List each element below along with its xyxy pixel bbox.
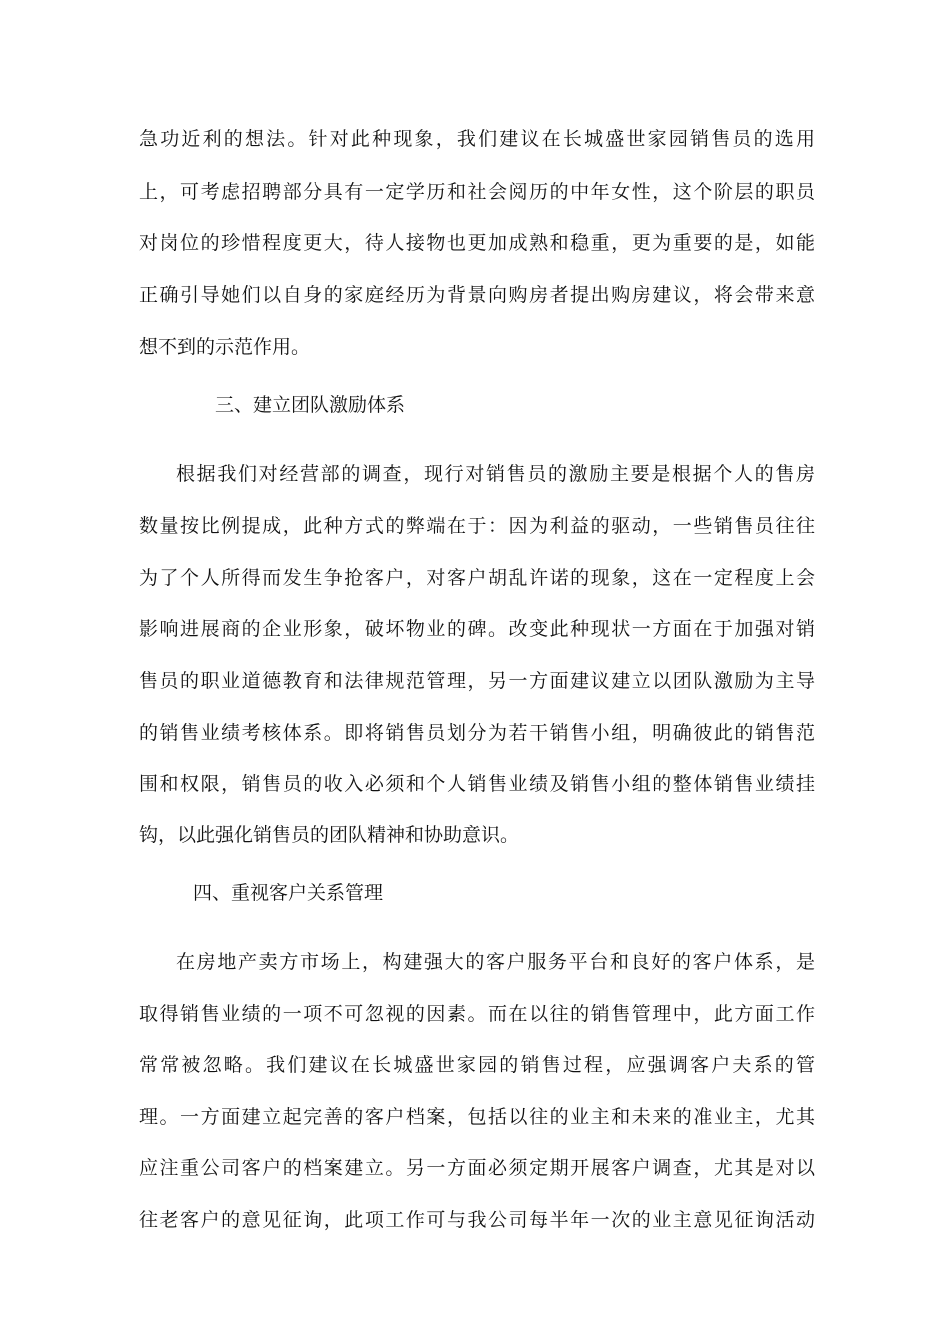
paragraph-1-line-3: 对岗位的珍惜程度更大，待人接物也更加成熟和稳重，更为重要的是，如能	[139, 232, 815, 254]
section-3-line-6: 的销售业绩考核体系。即将销售员划分为若干销售小组，明确彼此的销售范	[139, 722, 815, 744]
section-3-line-8: 钩，以此强化销售员的团队精神和协助意识。	[139, 824, 520, 846]
section-3-line-2: 数量按比例提成，此种方式的弊端在于：因为利益的驱动，一些销售员往往	[139, 515, 815, 537]
section-4-line-5: 应注重公司客户的档案建立。另一方面必须定期开展客户调查，尤其是对以	[139, 1157, 815, 1179]
section-4-line-3: 常常被忽略。我们建议在长城盛世家园的销售过程，应强调客户夫系的管	[139, 1054, 815, 1076]
paragraph-1-line-5: 想不到的示范作用。	[139, 336, 311, 358]
section-3-line-4: 影响进展商的企业形象，破坏物业的碑。改变此种现状一方面在于加强对销	[139, 618, 815, 640]
section-4-line-2: 取得销售业绩的一项不可忽视的因素。而在以往的销售管理中，此方面工作	[139, 1003, 815, 1025]
paragraph-1-line-1: 急功近利的想法。针对此种现象，我们建议在长城盛世家园销售员的选用	[139, 128, 815, 150]
section-3-line-5: 售员的职业道德教育和法律规范管理，另一方面建议建立以团队激励为主导	[139, 670, 815, 692]
section-4-line-1: 在房地产卖方市场上，构建强大的客户服务平台和良好的客户体系，是	[176, 951, 815, 973]
section-3-line-7: 围和权限，销售员的收入必须和个人销售业绩及销售小组的整体销售业绩挂	[139, 773, 815, 795]
section-3-heading: 三、建立团队激励体系	[215, 394, 406, 416]
section-3-line-3: 为了个人所得而发生争抢客户，对客户胡乱许诺的现象，这在一定程度上会	[139, 567, 815, 589]
paragraph-1-line-2: 上，可考虑招聘部分具有一定学历和社会阅历的中年女性，这个阶层的职员	[139, 181, 815, 203]
section-4-line-6: 往老客户的意见征询，此项工作可与我公司每半年一次的业主意见征询活动	[139, 1209, 815, 1231]
section-4-line-4: 理。一方面建立起完善的客户档案，包括以往的业主和未来的准业主，尤其	[139, 1106, 815, 1128]
section-4-heading: 四、重视客户关系管理	[193, 882, 384, 904]
paragraph-1-line-4: 正确引导她们以自身的家庭经历为背景向购房者提出购房建议，将会带来意	[139, 284, 815, 306]
section-3-line-1: 根据我们对经营部的调查，现行对销售员的激励主要是根据个人的售房	[176, 463, 815, 485]
